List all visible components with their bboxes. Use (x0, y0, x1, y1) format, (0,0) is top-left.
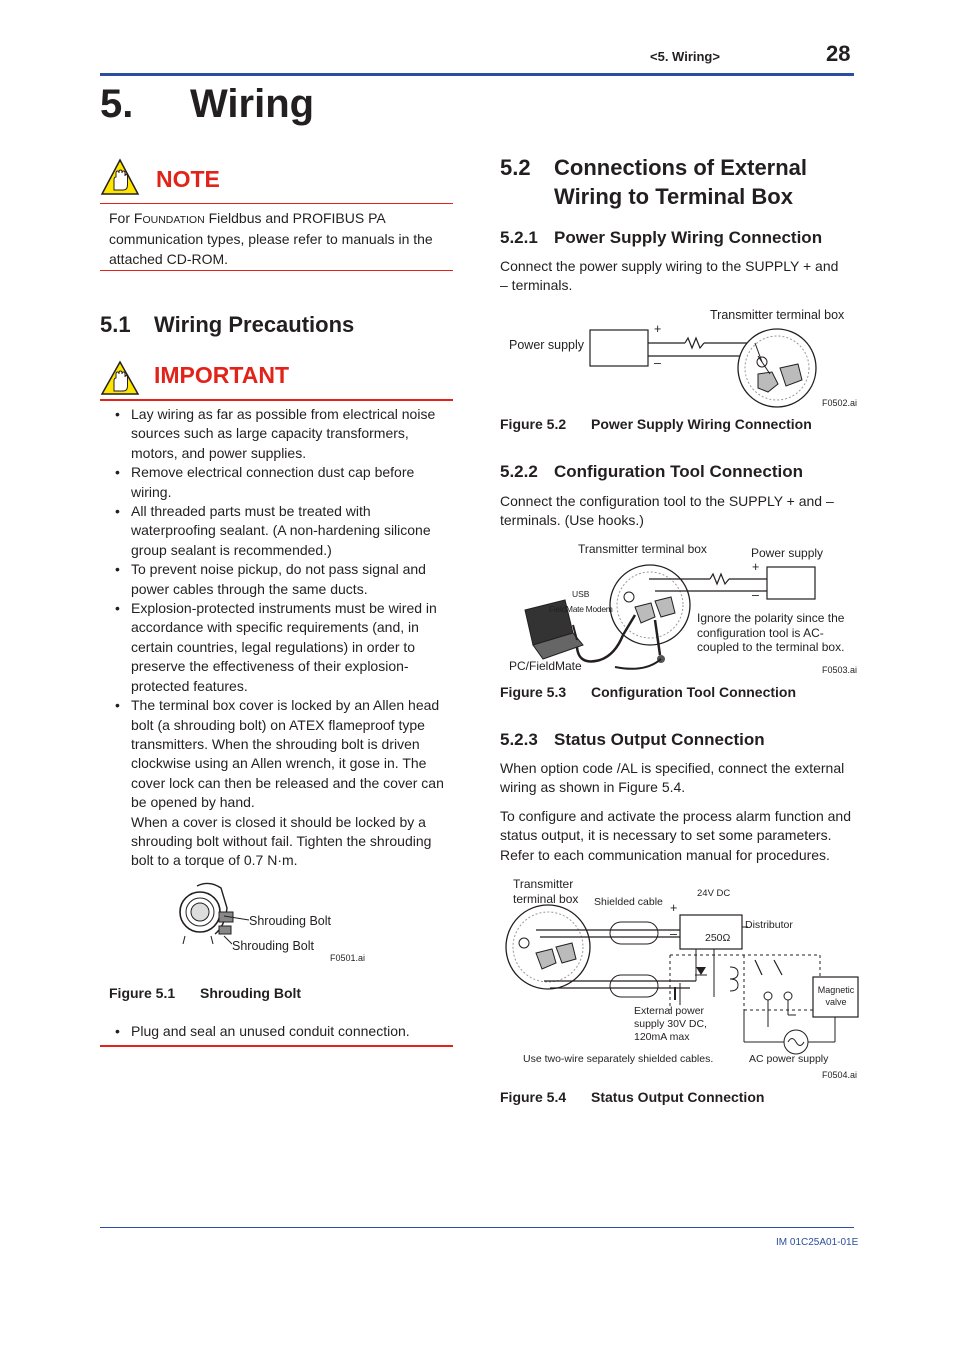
note-text-b: Fieldbus and PROFIBUS PA communication types, please refer to manuals in the attached CD-ROM. (109, 210, 433, 267)
section-number: 5.2 (500, 155, 531, 180)
terminal-box-icon (738, 329, 816, 407)
plus-sign: + (752, 560, 760, 574)
important-top-rule (100, 399, 453, 401)
figure-5-3-caption (500, 684, 796, 700)
section-5-2-1-heading (500, 228, 822, 248)
section-5-2-3-text-1: When option code /AL is specified, connect the external wiring as shown in Figure 5.4. (500, 760, 845, 796)
list-item: • All threaded parts must be treated with waterproofing sealant. (A non-hardening silicone group sealant is recommended.) (115, 503, 431, 558)
note-bottom-rule (100, 270, 453, 271)
figure-number: Figure 5.4 (500, 1089, 567, 1105)
subsection-number: 5.2.3 (500, 730, 538, 749)
list-item-text-continued: When a cover is closed it should be locked by a shrouding bolt without fail. Tighten the shrouding bolt to a torque of 0.7 N·m. (131, 813, 432, 869)
list-item-text: Plug and seal an unused conduit connection. (131, 1023, 410, 1039)
subsection-number: 5.2.2 (500, 462, 538, 481)
subsection-title: Status Output Connection (554, 730, 765, 749)
chapter-name: Wiring (190, 82, 315, 126)
magnetic-valve-label-1: Magnetic (817, 985, 855, 995)
note-text (109, 209, 449, 269)
polarity-note: Ignore the polarity since the configuration tool is AC-coupled to the terminal box. (697, 611, 845, 654)
transmitter-label: Transmitter (513, 877, 574, 891)
usb-label: USB (572, 589, 590, 599)
note-label: NOTE (156, 166, 220, 192)
figure-file-id: F0503.ai (822, 665, 858, 675)
important-label: IMPORTANT (154, 362, 290, 388)
figure-number: Figure 5.2 (500, 416, 567, 432)
section-title-line2: Wiring to Terminal Box (554, 184, 793, 209)
terminal-box-label: terminal box (513, 892, 579, 906)
header-rule (100, 73, 854, 76)
resistor-value: 250Ω (705, 932, 731, 944)
power-supply-label: Power supply (509, 338, 585, 352)
dc-24v-label: 24V DC (697, 888, 731, 899)
list-item: • Plug and seal an unused conduit connection. (115, 1023, 410, 1039)
magnetic-valve-label-2: valve (825, 997, 847, 1007)
chapter-number: 5. (100, 82, 134, 126)
power-supply-box (590, 330, 648, 366)
section-5-2-1-text: Connect the power supply wiring to the SUPPLY + and – terminals. (500, 258, 839, 294)
shielded-cable-icon (610, 922, 658, 944)
figure-number: Figure 5.3 (500, 684, 567, 700)
chapter-title (100, 82, 314, 127)
note-text-smallcaps: OUNDATION (142, 214, 205, 226)
list-item: • Explosion-protected instruments must be wired in accordance with specific requirements (and, in certain countries, legal regulations) in order to preserve the effectiveness of their explosion-protected features. (115, 600, 437, 694)
terminal-box-label: Transmitter terminal box (710, 308, 845, 322)
figure-file-id: F0502.ai (822, 398, 858, 408)
figure-title: Power Supply Wiring Connection (591, 416, 812, 432)
figure-title: Shrouding Bolt (200, 985, 302, 1001)
section-5-1-heading (100, 310, 354, 339)
minus-sign: – (752, 588, 759, 602)
minus-sign: – (670, 927, 677, 941)
note-warning-icon (100, 158, 140, 196)
note-top-rule (100, 203, 453, 204)
list-item: • The terminal box cover is locked by an Allen head bolt (a shrouding bolt) on ATEX flameproof type transmitters. When the shrouding bolt is driven clockwise using an Allen wrench, it gose in. The cover lock can then be released and the cover can be opened by hand. When a cover is closed it should be locked by a shrouding bolt without fail. Tighten the shrouding bolt to a torque of 0.7 N·m. (100, 696, 445, 871)
section-5-2-2-heading (500, 462, 803, 482)
list-item: • Lay wiring as far as possible from electrical noise sources such as large capacity transformers, motors, and power supplies. (115, 406, 436, 461)
plus-sign: + (670, 901, 678, 915)
subsection-number: 5.2.1 (500, 228, 538, 247)
figure-5-2-caption (500, 416, 812, 432)
shrouding-bolt-label-1: Shrouding Bolt (249, 914, 332, 928)
running-header: <5. Wiring> (650, 49, 720, 64)
external-power-label-3: 120mA max (634, 1031, 690, 1043)
important-bottom-rule (100, 1045, 453, 1047)
section-title: Wiring Precautions (154, 312, 355, 337)
figure-file-id: F0501.ai (330, 953, 366, 963)
resistor-icon (710, 574, 729, 584)
minus-sign: – (654, 356, 661, 370)
list-item-text: Remove electrical connection dust cap before wiring. (131, 464, 415, 500)
footer-rule (100, 1227, 854, 1228)
section-5-2-3-text-2: To configure and activate the process alarm function and status output, it is necessary to set some parameters. Refer to each communication manual for procedures. (500, 808, 851, 863)
list-item-text: Lay wiring as far as possible from electrical noise sources such as large capacity transformers, motors, and power supplies. (131, 406, 436, 461)
external-power-label-2: supply 30V DC, (634, 1018, 707, 1030)
precautions-list (100, 405, 445, 871)
list-item-text: All threaded parts must be treated with waterproofing sealant. (A non-hardening silicone group sealant is recommended.) (131, 503, 431, 558)
list-item-text: The terminal box cover is locked by an Allen head bolt (a shrouding bolt) on ATEX flameproof type transmitters. When the shrouding bolt is driven clockwise using an Allen wrench, it gose in. The cover lock can then be released and the cover can be opened by hand. (131, 697, 444, 811)
section-5-2-3-heading (500, 730, 765, 750)
shielded-cable-label: Shielded cable (594, 896, 663, 908)
two-wire-note: Use two-wire separately shielded cables. (523, 1053, 714, 1065)
power-supply-label: Power supply (751, 546, 824, 560)
ac-power-label: AC power supply (749, 1053, 829, 1065)
section-5-2-2-text: Connect the configuration tool to the SUPPLY + and – terminals. (Use hooks.) (500, 493, 834, 529)
figure-5-1-caption (109, 985, 301, 1001)
section-title-line1: Connections of External (554, 155, 808, 180)
subsection-title: Configuration Tool Connection (554, 462, 803, 481)
list-item: • Remove electrical connection dust cap before wiring. (115, 464, 415, 500)
figure-title: Configuration Tool Connection (591, 684, 797, 700)
list-item-text: To prevent noise pickup, do not pass signal and power cables through the same ducts. (131, 561, 426, 597)
external-power-label-1: External power (634, 1005, 705, 1017)
modem-label: FieldMate Modem (549, 604, 613, 614)
note-text-a: For F (109, 210, 143, 226)
page-number: 28 (826, 41, 851, 66)
pc-label: PC/FieldMate (509, 659, 582, 673)
terminal-box-icon (506, 905, 590, 989)
list-item-text: Explosion-protected instruments must be wired in accordance with specific requirements (and, in certain countries, legal regulations) in order to preserve the effectiveness of their explosion-protected features. (131, 600, 437, 694)
resistor-icon (685, 338, 704, 348)
section-5-2-heading (500, 153, 854, 211)
list-item: • To prevent noise pickup, do not pass signal and power cables through the same ducts. (115, 561, 426, 597)
power-supply-box (767, 567, 815, 599)
figure-number: Figure 5.1 (109, 985, 176, 1001)
terminal-box-label: Transmitter terminal box (578, 542, 707, 556)
plus-sign: + (654, 322, 662, 336)
figure-title: Status Output Connection (591, 1089, 765, 1105)
distributor-label: Distributor (745, 919, 793, 931)
section-number: 5.1 (100, 312, 131, 337)
figure-5-4-caption (500, 1089, 764, 1105)
last-precaution-list (100, 1022, 445, 1041)
document-id: IM 01C25A01-01E (776, 1237, 859, 1248)
important-warning-icon (100, 360, 140, 396)
subsection-title: Power Supply Wiring Connection (554, 228, 823, 247)
shrouding-bolt-label-2: Shrouding Bolt (232, 939, 315, 953)
figure-file-id: F0504.ai (822, 1070, 858, 1080)
